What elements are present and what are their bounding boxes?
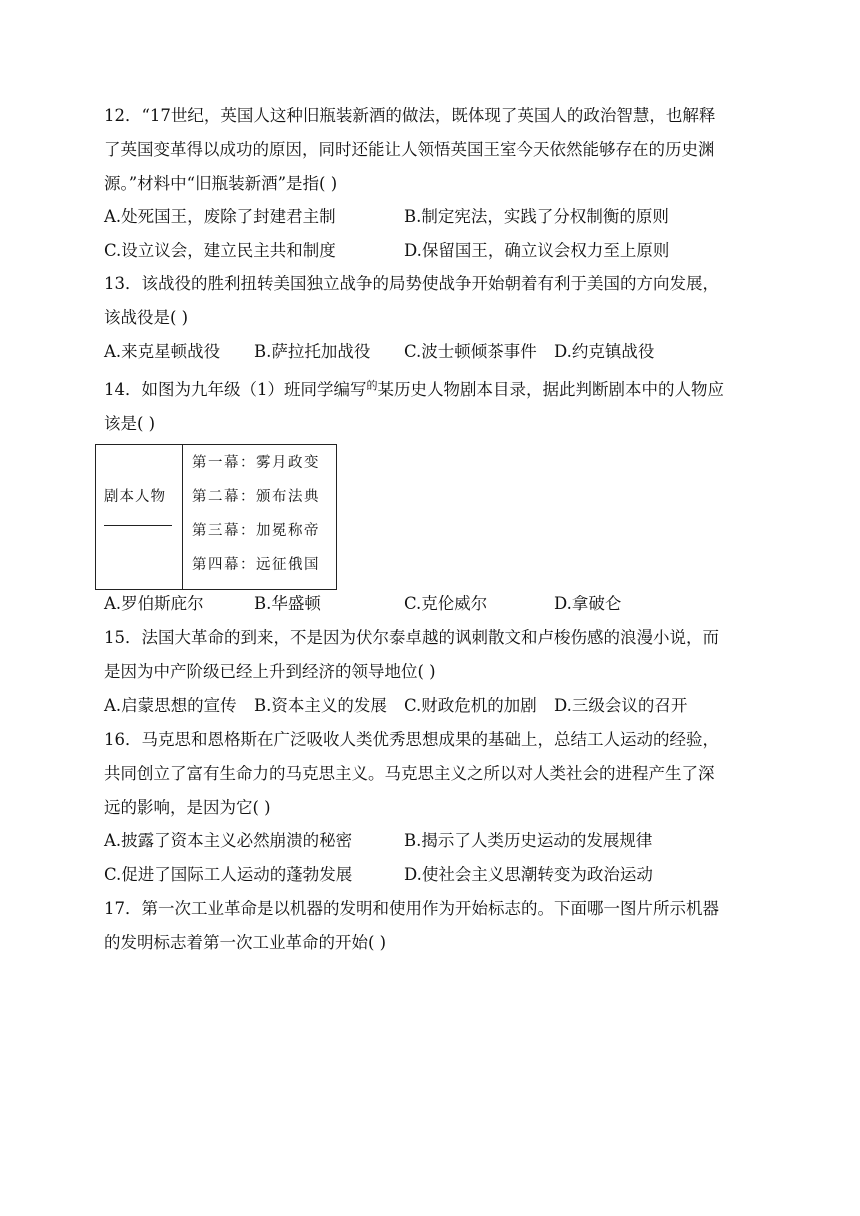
script-character-cell xyxy=(96,445,183,589)
q12-option-c: C.设立议会，建立民主共和制度 xyxy=(104,241,336,260)
q14-option-d: D.拿破仑 xyxy=(554,594,622,613)
q16-stem-line1: 16．马克思和恩格斯在广泛吸收人类优秀思想成果的基础上，总结工人运动的经验， xyxy=(104,730,719,749)
q12-option-d: D.保留国王，确立议会权力至上原则 xyxy=(404,241,670,260)
q13-stem-line2: 该战役是( ) xyxy=(104,308,189,327)
q13-option-a: A.来克星顿战役 xyxy=(104,342,221,361)
q16-option-a: A.披露了资本主义必然崩溃的秘密 xyxy=(104,831,353,850)
q13-option-d: D.约克镇战役 xyxy=(554,342,655,361)
q14-option-a: A.罗伯斯庇尔 xyxy=(104,594,204,613)
q13-stem-line1: 13．该战役的胜利扭转美国独立战争的局势使战争开始朝着有利于美国的方向发展， xyxy=(104,274,719,293)
q14-stem-line1-sup: 的 xyxy=(366,379,378,392)
q14-stem-line1-post: 某历史人物剧本目录，据此判断剧本中的人物应 xyxy=(377,380,724,399)
q12-option-a: A.处死国王，废除了封建君主制 xyxy=(104,207,336,226)
script-character-label: 剧本人物 xyxy=(104,489,166,505)
q15-option-a: A.启蒙思想的宣传 xyxy=(104,696,237,715)
q16-stem-line3: 远的影响，是因为它( ) xyxy=(104,798,271,817)
q12-stem-line2: 了英国变革得以成功的原因，同时还能让人领悟英国王室今天依然能够存在的历史渊 xyxy=(104,140,715,159)
q15-option-b: B.资本主义的发展 xyxy=(254,696,387,715)
q14-stem-line1-pre: 14．如图为九年级（1）班同学编写 xyxy=(104,380,367,399)
q16-stem-line2: 共同创立了富有生命力的马克思主义。马克思主义之所以对人类社会的进程产生了深 xyxy=(104,764,715,783)
q12-stem-line1: 12．“17世纪，英国人这种旧瓶装新酒的做法，既体现了英国人的政治智慧，也解释 xyxy=(104,106,716,125)
answer-blank-line xyxy=(104,511,172,526)
q12-stem-line3: 源。”材料中“旧瓶装新酒”是指( ) xyxy=(104,174,338,193)
script-act-1: 第一幕：雾月政变 xyxy=(192,455,320,471)
q13-option-b: B.萨拉托加战役 xyxy=(254,342,371,361)
q14-stem-line1 xyxy=(104,378,724,404)
q17-stem-line1: 17．第一次工业革命是以机器的发明和使用作为开始标志的。下面哪一图片所示机器 xyxy=(104,899,719,918)
q12-option-b: B.制定宪法，实践了分权制衡的原则 xyxy=(404,207,669,226)
q16-option-d: D.使社会主义思潮转变为政治运动 xyxy=(404,865,653,884)
q14-option-c: C.克伦威尔 xyxy=(404,594,488,613)
q17-stem-line2: 的发明标志着第一次工业革命的开始( ) xyxy=(104,933,387,952)
q15-option-c: C.财政危机的加剧 xyxy=(404,696,537,715)
q14-stem-line2: 该是( ) xyxy=(104,414,156,433)
script-contents-table xyxy=(95,444,337,590)
q15-stem-line1: 15．法国大革命的到来，不是因为伏尔泰卓越的讽刺散文和卢梭伤感的浪漫小说，而 xyxy=(104,628,719,647)
q15-option-d: D.三级会议的召开 xyxy=(554,696,688,715)
script-act-2: 第二幕：颁布法典 xyxy=(192,489,320,505)
q15-stem-line2: 是因为中产阶级已经上升到经济的领导地位( ) xyxy=(104,662,436,681)
q13-option-c: C.波士顿倾茶事件 xyxy=(404,342,537,361)
q16-option-c: C.促进了国际工人运动的蓬勃发展 xyxy=(104,865,353,884)
script-act-4: 第四幕：远征俄国 xyxy=(192,557,320,573)
q16-option-b: B.揭示了人类历史运动的发展规律 xyxy=(404,831,653,850)
script-act-3: 第三幕：加冕称帝 xyxy=(192,523,320,539)
q14-option-b: B.华盛顿 xyxy=(254,594,321,613)
